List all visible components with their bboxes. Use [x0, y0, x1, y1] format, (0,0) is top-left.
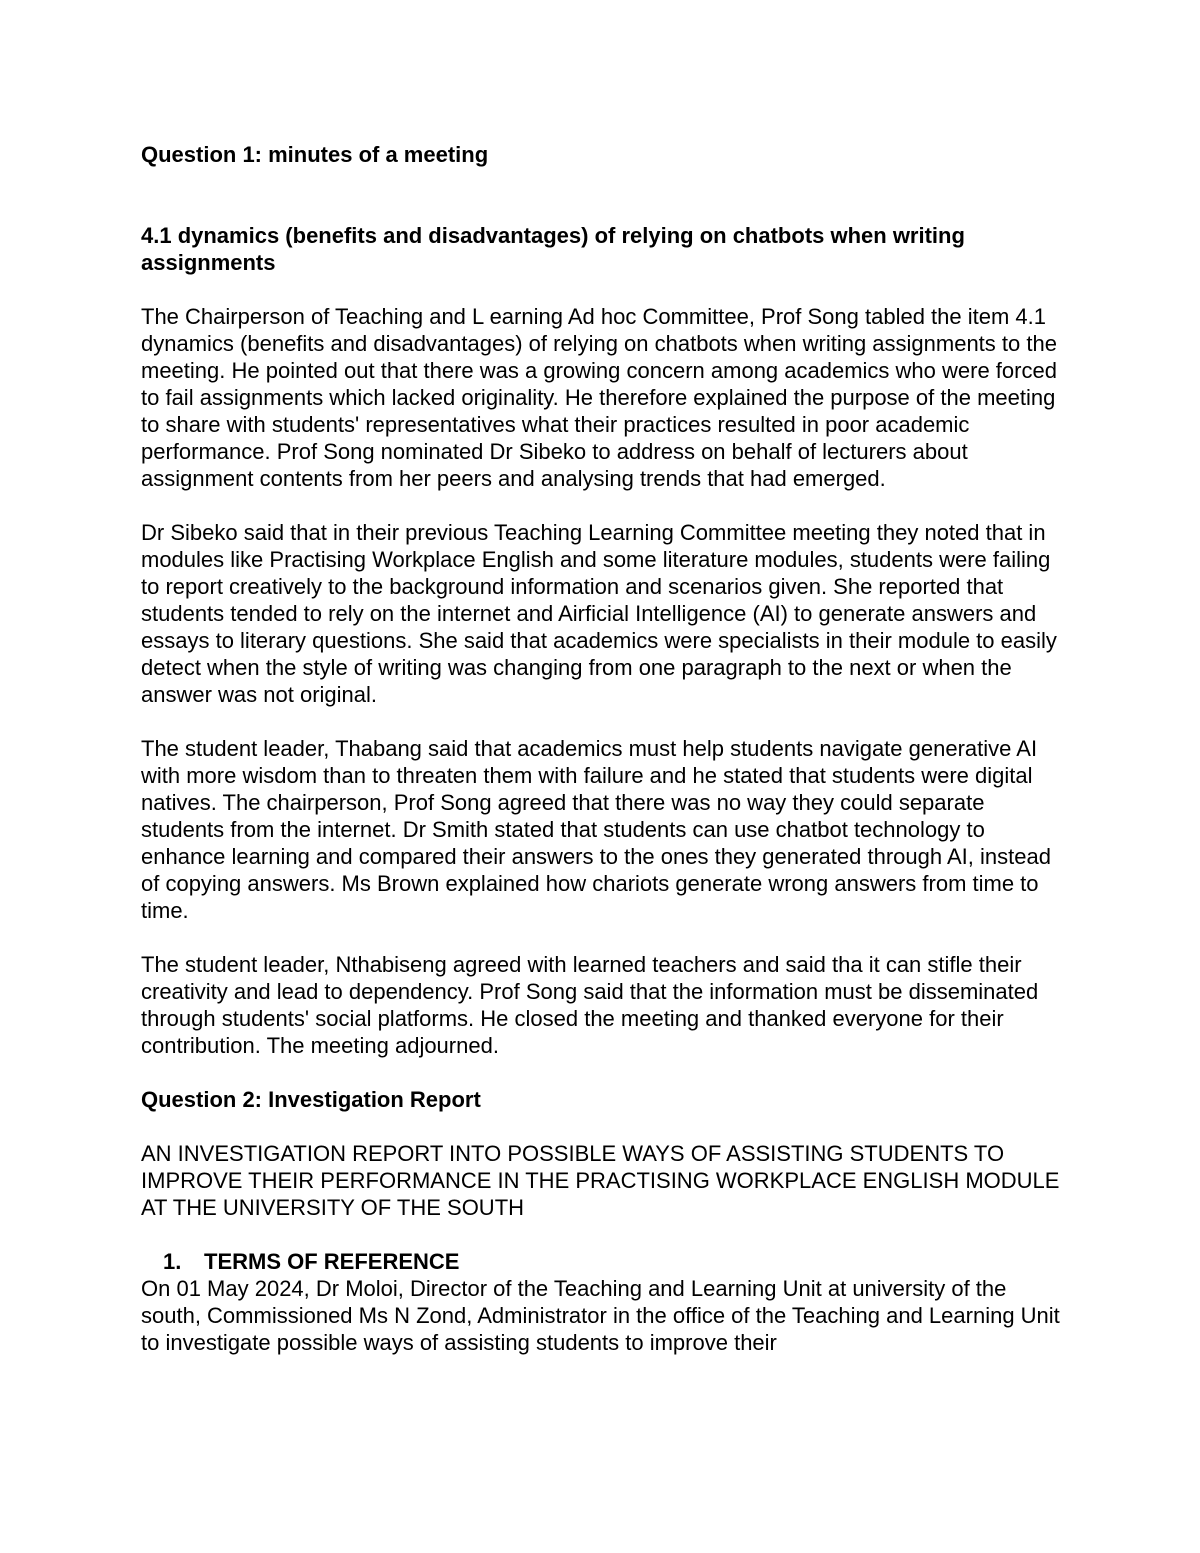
agenda-item-heading: 4.1 dynamics (benefits and disadvantages) of relying on chatbots when writing assignments [141, 223, 965, 275]
minutes-paragraph-2: Dr Sibeko said that in their previous Teaching Learning Committee meeting they noted that in modules like Practising Workplace English and some literature modules, students were failing to report creatively to the background information and scenarios given. She reported that students tended to rely on the internet and Airficial Intelligence (AI) to generate answers and essays to literary questions. She said that academics were specialists in their module to easily detect when the style of writing was changing from one paragraph to the next or when the answer was not original. [141, 520, 1057, 707]
minutes-paragraph-4: The student leader, Nthabiseng agreed with learned teachers and said tha it can stifle their creativity and lead to dependency. Prof Song said that the information must be disseminated through students' social platforms. He closed the meeting and thanked everyone for their contribution. The meeting adjourned. [141, 952, 1039, 1058]
question-1-heading: Question 1: minutes of a meeting [141, 142, 489, 167]
section-1-heading [141, 1248, 1061, 1275]
section-1-title: TERMS OF REFERENCE [204, 1249, 460, 1274]
report-title: AN INVESTIGATION REPORT INTO POSSIBLE WAYS OF ASSISTING STUDENTS TO IMPROVE THEIR PERFORMANCE IN THE PRACTISING WORKPLACE ENGLISH MODULE AT THE UNIVERSITY OF THE SOUTH [141, 1141, 1060, 1220]
document-page [141, 141, 1061, 1356]
question-2-heading: Question 2: Investigation Report [141, 1087, 481, 1112]
minutes-paragraph-1: The Chairperson of Teaching and L earning Ad hoc Committee, Prof Song tabled the item 4.1 dynamics (benefits and disadvantages) of relying on chatbots when writing assignments to the meeting. He pointed out that there was a growing concern among academics who were forced to fail assignments which lacked originality. He therefore explained the purpose of the meeting to share with students' representatives what their practices resulted in poor academic performance. Prof Song nominated Dr Sibeko to address on behalf of lecturers about assignment contents from her peers and analysing trends that had emerged. [141, 304, 1057, 491]
terms-of-reference-paragraph: On 01 May 2024, Dr Moloi, Director of the Teaching and Learning Unit at university of the south, Commissioned Ms N Zond, Administrator in the office of the Teaching and Learning Unit to investigate possible ways of assisting students to improve their [141, 1276, 1060, 1355]
section-1-number: 1. [163, 1249, 182, 1274]
report-sections-list [141, 1248, 1061, 1275]
minutes-paragraph-3: The student leader, Thabang said that academics must help students navigate generative AI with more wisdom than to threaten them with failure and he stated that students were digital natives. The chairperson, Prof Song agreed that there was no way they could separate students from the internet. Dr Smith stated that students can use chatbot technology to enhance learning and compared their answers to the ones they generated through AI, instead of copying answers. Ms Brown explained how chariots generate wrong answers from time to time. [141, 736, 1051, 923]
